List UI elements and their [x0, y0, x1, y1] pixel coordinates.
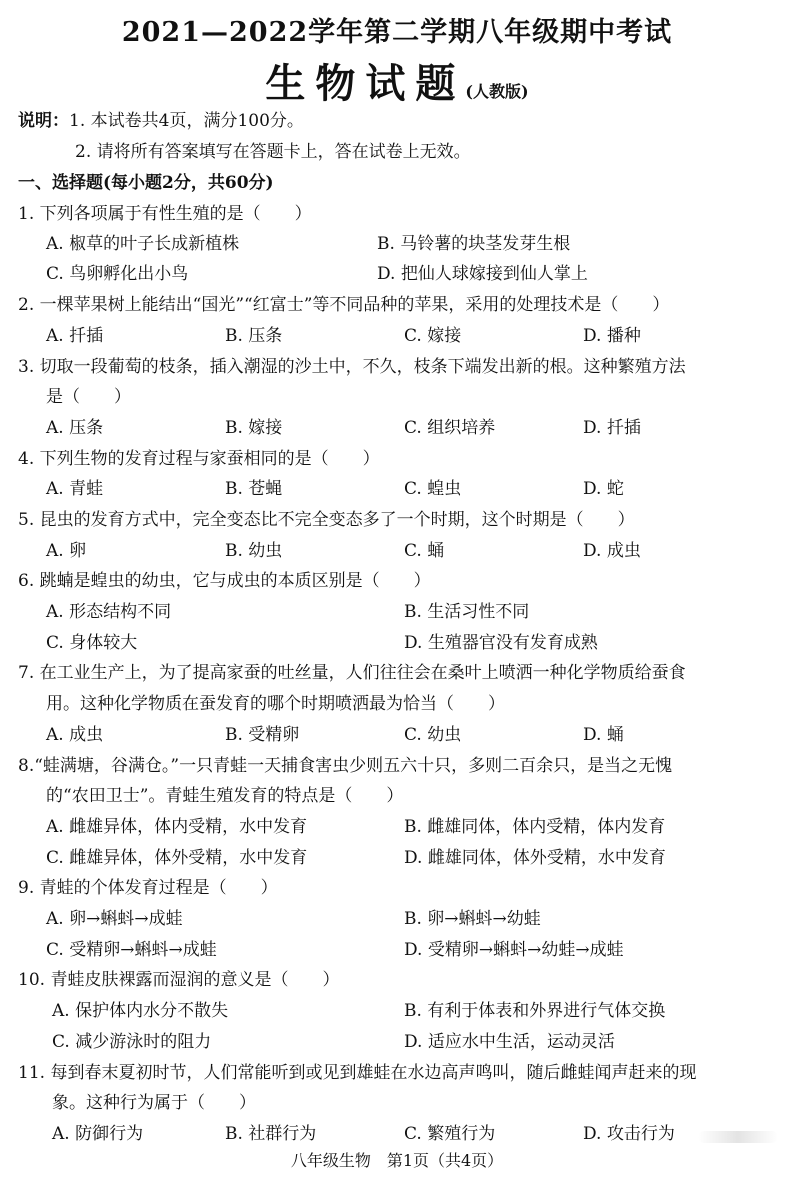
option-b: B. 卵→蝌蚪→幼蛙 — [404, 909, 541, 929]
option-c: C. 蛹 — [404, 541, 445, 561]
option-a: A. 雌雄异体，体内受精，水中发育 — [46, 817, 308, 837]
section-title: 一、选择题 — [18, 173, 103, 193]
option-c: C. 鸟卵孵化出小鸟 — [46, 264, 189, 284]
edition-label: (人教版) — [465, 82, 529, 101]
option-b: B. 雌雄同体，体内受精，体内发育 — [404, 817, 666, 837]
subject-title-row — [0, 52, 794, 109]
option-b: B. 社群行为 — [225, 1124, 317, 1144]
page-footer: 八年级生物 第1页（共4页） — [290, 1151, 504, 1170]
section-heading — [18, 172, 274, 194]
option-b: B. 受精卵 — [225, 725, 300, 745]
option-d: D. 生殖器官没有发育成熟 — [404, 633, 598, 653]
question-stem: 11. 每到春末夏初时节，人们常能听到或见到雄蛙在水边高声鸣叫，随后雌蛙闻声赶来的现 — [18, 1063, 697, 1083]
option-c: C. 蝗虫 — [404, 479, 462, 499]
question-stem: 8.“蛙满塘，谷满仓。”一只青蛙一天捕食害虫少则五六十只，多则二百余只，是当之无愧 — [18, 756, 673, 776]
question-stem: 9. 青蛙的个体发育过程是（ ） — [18, 878, 278, 898]
option-d: D. 扦插 — [583, 418, 641, 438]
option-c: C. 身体较大 — [46, 633, 138, 653]
question-stem: 1. 下列各项属于有性生殖的是（ ） — [18, 204, 312, 224]
question-stem: 6. 跳蝻是蝗虫的幼虫，它与成虫的本质区别是（ ） — [18, 571, 431, 591]
option-b: B. 生活习性不同 — [404, 602, 530, 622]
question-stem: 5. 昆虫的发育方式中，完全变态比不完全变态多了一个时期，这个时期是（ ） — [18, 510, 635, 530]
question-stem: 2. 一棵苹果树上能结出“国光”“红富士”等不同品种的苹果，采用的处理技术是（ ） — [18, 295, 670, 315]
option-d: D. 适应水中生活，运动灵活 — [404, 1032, 615, 1052]
option-d: D. 攻击行为 — [583, 1124, 675, 1144]
option-d: D. 成虫 — [583, 541, 641, 561]
instructions-line-1 — [18, 110, 304, 132]
option-b: B. 苍蝇 — [225, 479, 283, 499]
option-c: C. 幼虫 — [404, 725, 462, 745]
option-a: A. 防御行为 — [52, 1124, 144, 1144]
option-d: D. 播种 — [583, 326, 641, 346]
option-a: A. 扦插 — [46, 326, 104, 346]
option-c: C. 组织培养 — [404, 418, 496, 438]
exam-title: 2021—2022学年第二学期八年级期中考试 — [121, 17, 673, 48]
option-c: C. 嫁接 — [404, 326, 462, 346]
section-note: (每小题2分，共60分) — [103, 173, 274, 193]
option-a: A. 卵 — [46, 541, 87, 561]
option-b: B. 马铃薯的块茎发芽生根 — [377, 234, 571, 254]
question-stem-continuation: 用。这种化学物质在蚕发育的哪个时期喷洒最为恰当（ ） — [46, 694, 505, 714]
option-a: A. 卵→蝌蚪→成蛙 — [46, 909, 183, 929]
option-d: D. 把仙人球嫁接到仙人掌上 — [377, 264, 588, 284]
option-a: A. 成虫 — [46, 725, 104, 745]
option-d: D. 雌雄同体，体外受精，水中发育 — [404, 848, 666, 868]
option-a: A. 椒草的叶子长成新植株 — [46, 234, 240, 254]
option-a: A. 保护体内水分不散失 — [52, 1001, 229, 1021]
instruction-item: 1. 本试卷共4页，满分100分。 — [69, 111, 304, 131]
question-stem: 3. 切取一段葡萄的枝条，插入潮湿的沙土中，不久，枝条下端发出新的根。这种繁殖方法 — [18, 357, 686, 377]
instruction-item: 2. 请将所有答案填写在答题卡上，答在试卷上无效。 — [75, 142, 471, 162]
faint-watermark-smudge — [698, 1131, 778, 1143]
option-d: D. 受精卵→蝌蚪→幼蛙→成蛙 — [404, 940, 624, 960]
option-a: A. 青蛙 — [46, 479, 104, 499]
option-d: D. 蛹 — [583, 725, 624, 745]
option-c: C. 雌雄异体，体外受精，水中发育 — [46, 848, 308, 868]
option-b: B. 幼虫 — [225, 541, 283, 561]
option-a: A. 形态结构不同 — [46, 602, 172, 622]
question-stem: 7. 在工业生产上，为了提高家蚕的吐丝量，人们往往会在桑叶上喷洒一种化学物质给蚕食 — [18, 663, 686, 683]
option-b: B. 有利于体表和外界进行气体交换 — [404, 1001, 666, 1021]
question-stem-continuation: 象。这种行为属于（ ） — [52, 1093, 256, 1113]
subject-title: 生物试题 — [265, 60, 466, 107]
instructions-label: 说明： — [18, 111, 69, 131]
option-d: D. 蛇 — [583, 479, 624, 499]
option-a: A. 压条 — [46, 418, 104, 438]
option-c: C. 减少游泳时的阻力 — [52, 1032, 212, 1052]
question-stem-continuation: 的“农田卫士”。青蛙生殖发育的特点是（ ） — [46, 786, 404, 806]
option-c: C. 繁殖行为 — [404, 1124, 496, 1144]
question-stem: 4. 下列生物的发育过程与家蚕相同的是（ ） — [18, 449, 380, 469]
option-b: B. 嫁接 — [225, 418, 283, 438]
question-stem: 10. 青蛙皮肤裸露而湿润的意义是（ ） — [18, 970, 340, 990]
option-c: C. 受精卵→蝌蚪→成蛙 — [46, 940, 217, 960]
option-b: B. 压条 — [225, 326, 283, 346]
question-stem-continuation: 是（ ） — [46, 387, 131, 407]
